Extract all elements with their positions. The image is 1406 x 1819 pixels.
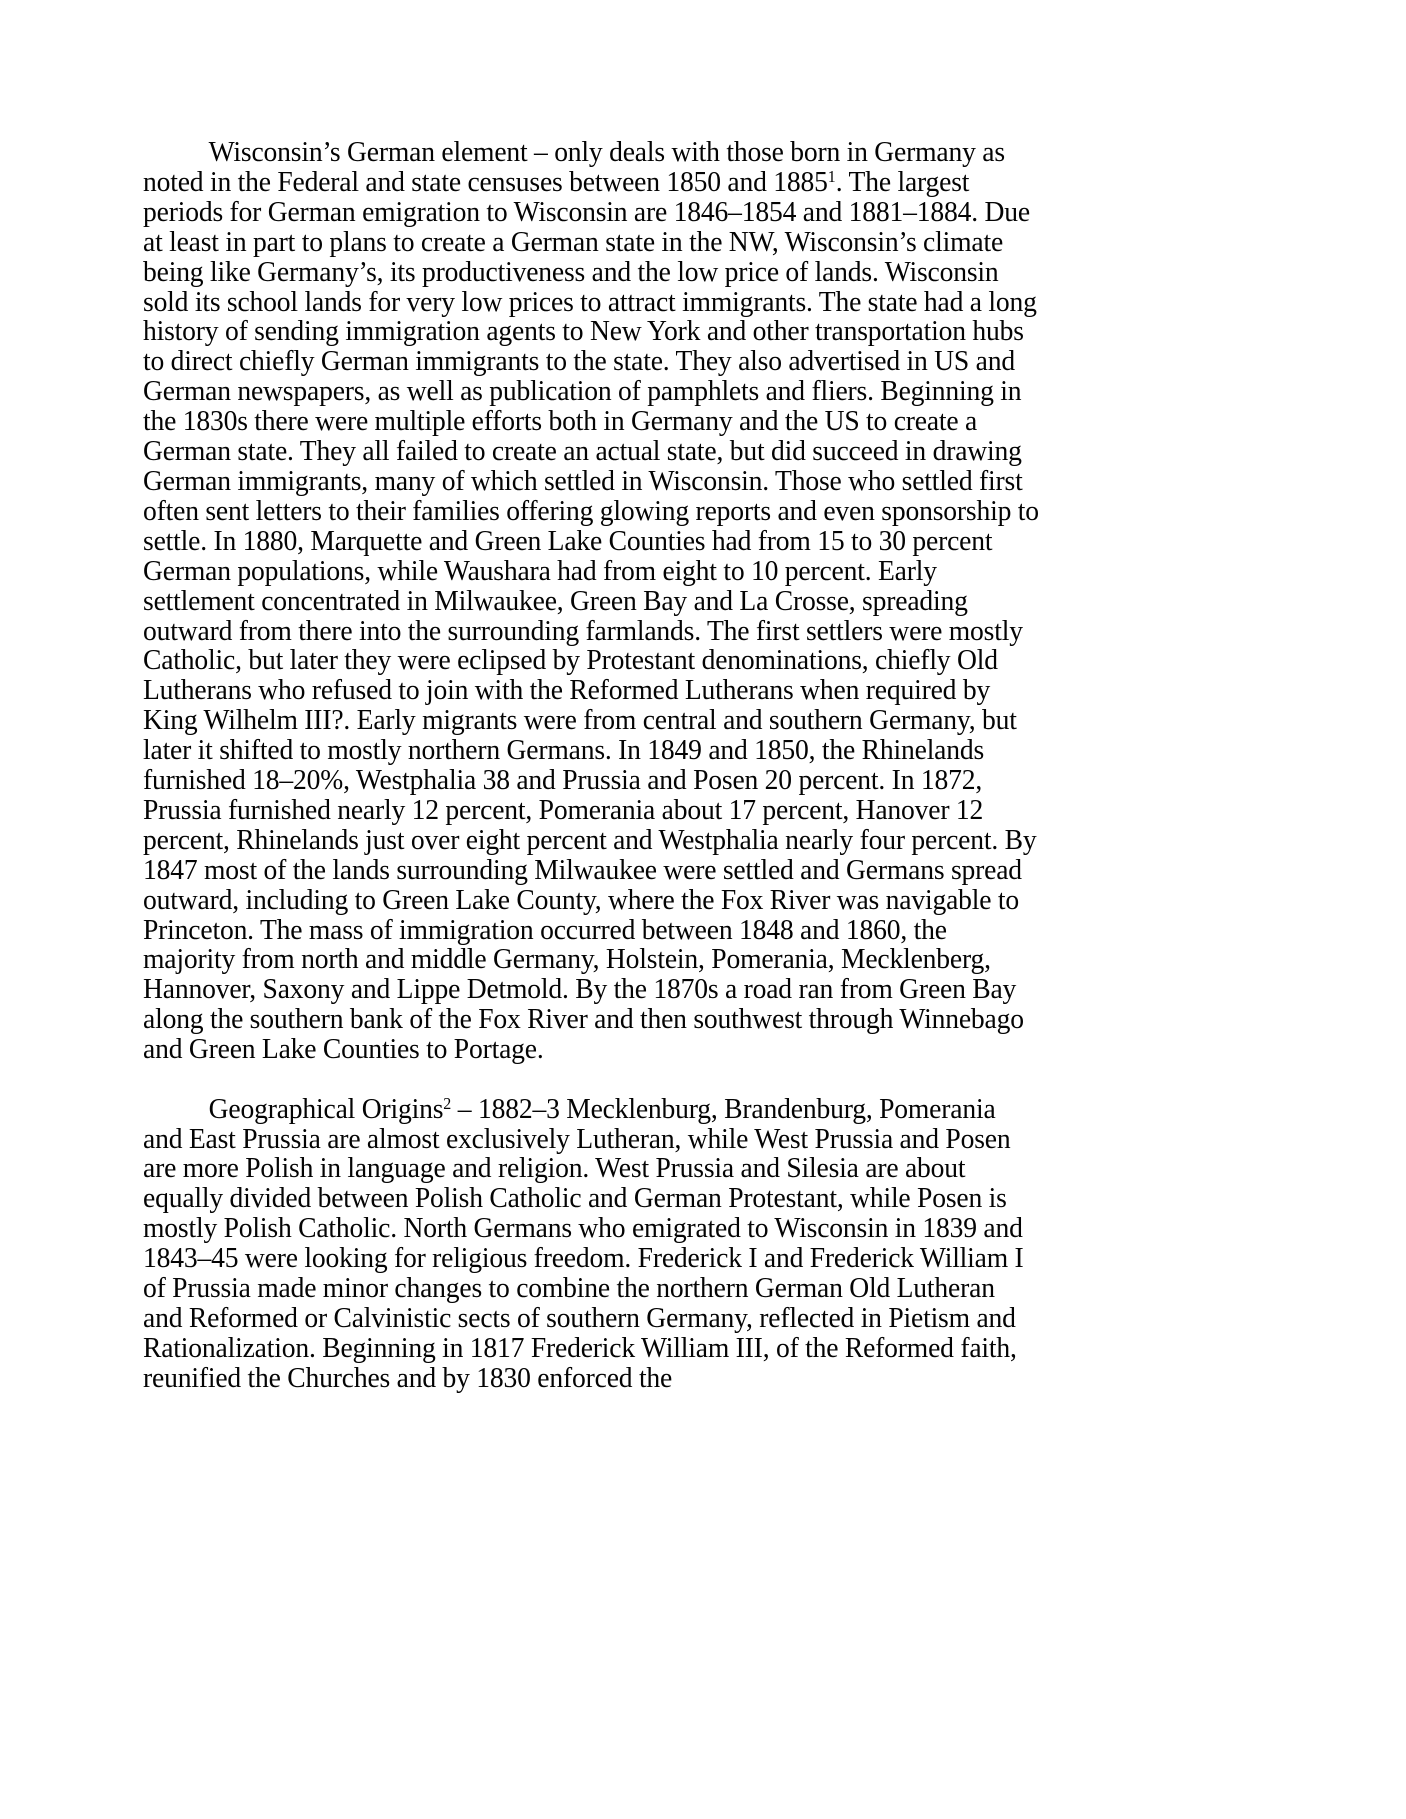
footnote-marker: 1 (827, 166, 836, 186)
paragraph-geographical-origins: Geographical Origins$^2$ – 1882–3 Mecklenburg, Brandenburg, Pomerania and East Prussia are almost exclusively Lutheran, while West Prussia and Posen are more Polish in language and religion. West Prussia and Silesia are about equally divided between Polish Catholic and German Protestant, while Posen is mostly Polish Catholic. North Germans who emigrated to Wisconsin in 1839 and 1843–45 were looking for religious freedom. Frederick I and Frederick William I of Prussia made minor changes to combine the northern German Old Lutheran and Reformed or Calvinistic sects of southern Germany, reflected in Pietism and Rationalization. Beginning in 1817 Frederick William III, of the Reformed faith, reunified the Churches and by 1830 enforced the (143, 1093, 1024, 1394)
footnote-marker: 2 (443, 1093, 452, 1113)
paragraph-wisconsin-german-element: Wisconsin’s German element – only deals with those born in Germany as noted in the Federal and state censuses between 1850 and 1885$^1$. The largest periods for German emigration to Wisconsin are 1846–1854 and 1881–1884. Due at least in part to plans to create a German state in the NW, Wisconsin’s climate being like Germany’s, its productiveness and the low price of lands. Wisconsin sold its school lands for very low prices to attract immigrants. The state had a long history of sending immigration agents to New York and other transportation hubs to direct chiefly German immigrants to the state. They also advertised in US and German newspapers, as well as publication of pamphlets and fliers. Beginning in the 1830s there were multiple efforts both in Germany and the US to create a German state. They all failed to create an actual state, but did succeed in drawing German immigrants, many of which settled in Wisconsin. Those who settled first often sent letters to their families offering glowing reports and even sponsorship to settle. In 1880, Marquette and Green Lake Counties had from 15 to 30 percent German populations, while Waushara had from eight to 10 percent. Early settlement concentrated in Milwaukee, Green Bay and La Crosse, spreading outward from there into the surrounding farmlands. The first settlers were mostly Catholic, but later they were eclipsed by Protestant denominations, chiefly Old Lutherans who refused to join with the Reformed Lutherans when required by King Wilhelm III?. Early migrants were from central and southern Germany, but later it shifted to mostly northern Germans. In 1849 and 1850, the Rhinelands furnished 18–20%, Westphalia 38 and Prussia and Posen 20 percent. In 1872, Prussia furnished nearly 12 percent, Pomerania about 17 percent, Hanover 12 percent, Rhinelands just over eight percent and Westphalia nearly four percent. By 1847 most of the lands surrounding Milwaukee were settled and Germans spread outward, including to Green Lake County, where the Fox River was navigable to Princeton. The mass of immigration occurred between 1848 and 1860, the majority from north and middle Germany, Holstein, Pomerania, Mecklenberg, Hannover, Saxony and Lippe Detmold. By the 1870s a road ran from Green Bay along the southern bank of the Fox River and then southwest through Winnebago and Green Lake Counties to Portage. (143, 137, 1039, 1066)
document-text-body (143, 138, 1073, 1394)
